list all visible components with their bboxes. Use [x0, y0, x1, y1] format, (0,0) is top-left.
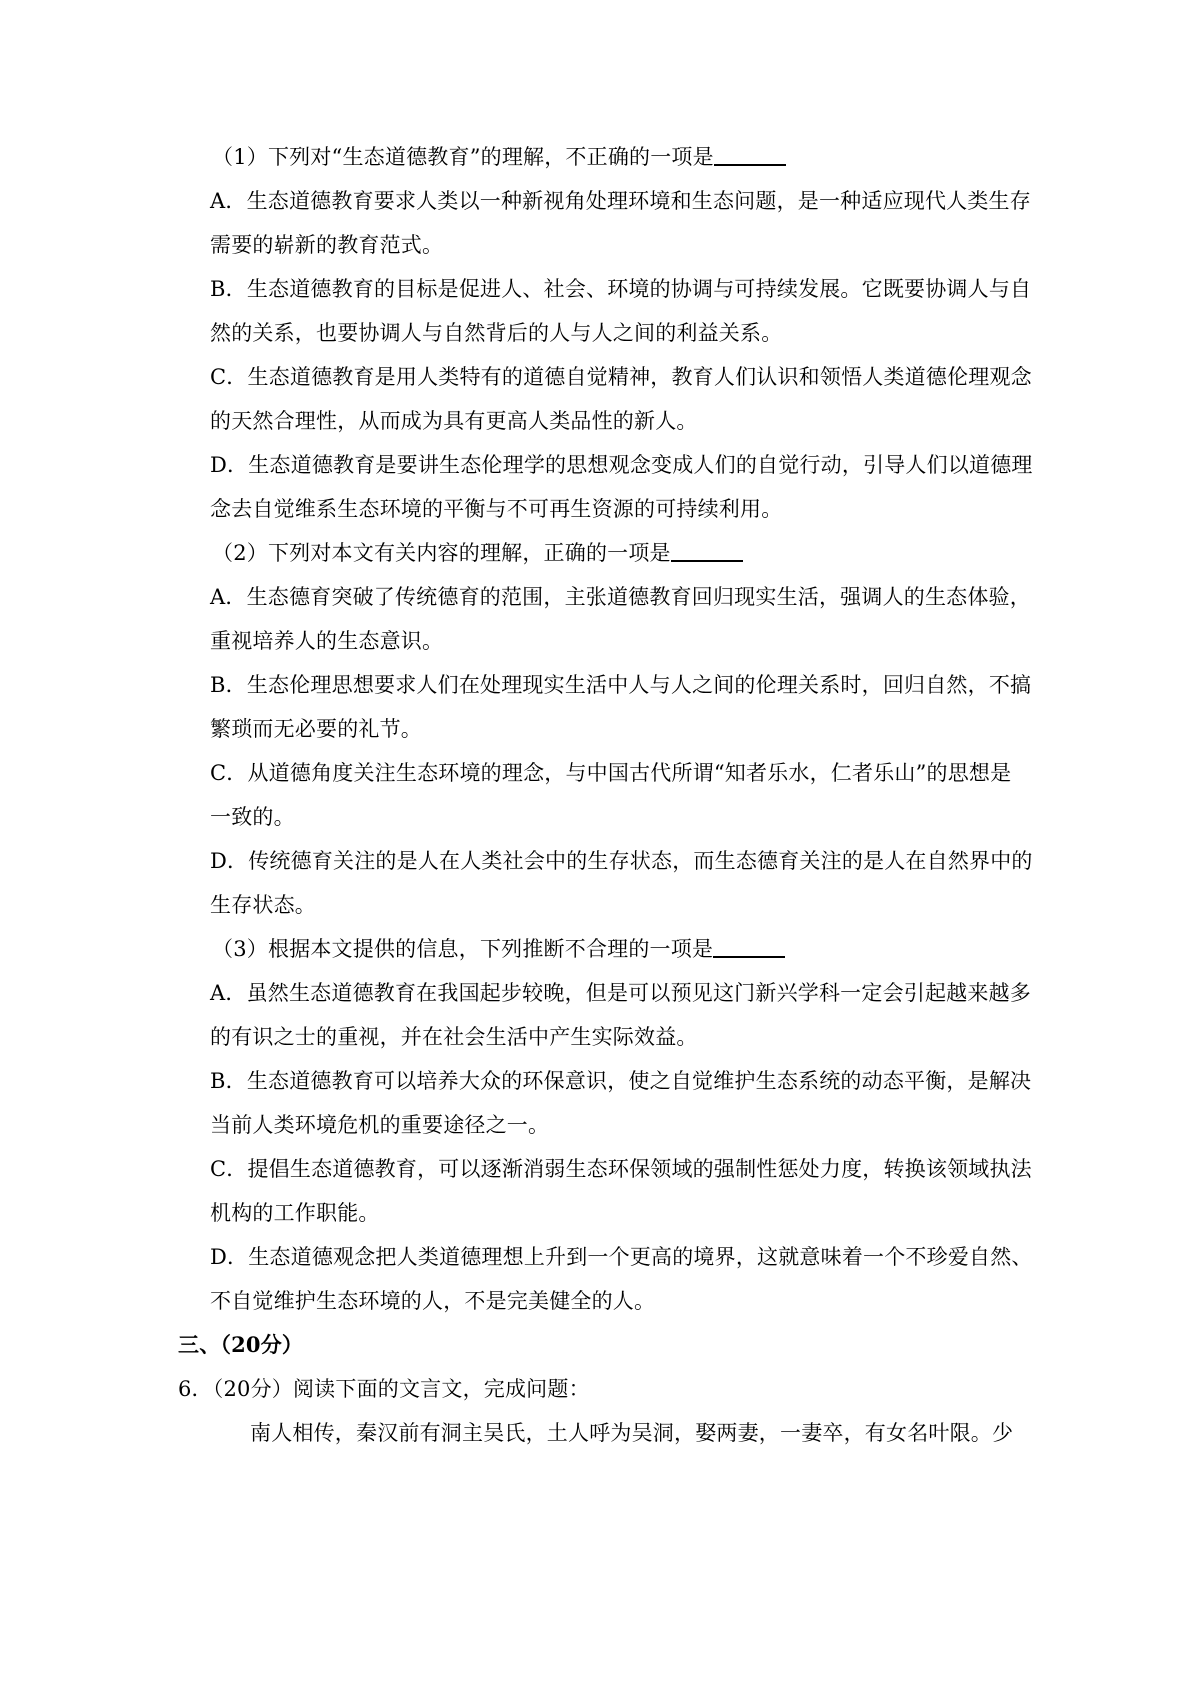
question-2-stem: （2）下列对本文有关内容的理解，正确的一项是 [212, 538, 1032, 568]
answer-blank [713, 936, 785, 958]
q1-option-a-line1: A．生态道德教育要求人类以一种新视角处理环境和生态问题，是一种适应现代人类生存 [210, 189, 1031, 213]
q1-option-b-line1: B．生态道德教育的目标是促进人、社会、环境的协调与可持续发展。它既要协调人与自 [210, 277, 1032, 301]
q2-option-a-line2: 重视培养人的生态意识。 [210, 629, 444, 653]
q3-option-a-line2: 的有识之士的重视，并在社会生活中产生实际效益。 [210, 1025, 698, 1049]
q2-option-b-line1: B．生态伦理思想要求人们在处理现实生活中人与人之间的伦理关系时，回归自然，不搞 [210, 673, 1032, 697]
q2-option-c-line2: 一致的。 [210, 805, 295, 829]
q2-option-d-line1: D．传统德育关注的是人在人类社会中的生存状态，而生态德育关注的是人在自然界中的 [210, 849, 1033, 873]
q2-option-d-line2: 生存状态。 [210, 893, 316, 917]
q3-option-d-line1: D．生态道德观念把人类道德理想上升到一个更高的境界，这就意味着一个不珍爱自然、 [210, 1245, 1033, 1269]
q1-option-d-line2: 念去自觉维系生态环境的平衡与不可再生资源的可持续利用。 [210, 497, 783, 521]
question-6-stem: 6．（20分）阅读下面的文言文，完成问题： [178, 1377, 590, 1401]
q3-option-d-line2: 不自觉维护生态环境的人，不是完美健全的人。 [210, 1289, 656, 1313]
q1-option-c-line2: 的天然合理性，从而成为具有更高人类品性的新人。 [210, 409, 698, 433]
q3-option-b-line1: B．生态道德教育可以培养大众的环保意识，使之自觉维护生态系统的动态平衡，是解决 [210, 1069, 1032, 1093]
section-heading: 三、（20分） [178, 1332, 304, 1357]
question-3-stem: （3）根据本文提供的信息，下列推断不合理的一项是 [212, 934, 1032, 964]
q1-option-d-line1: D．生态道德教育是要讲生态伦理学的思想观念变成人们的自觉行动，引导人们以道德理 [210, 453, 1033, 477]
q3-option-b-line2: 当前人类环境危机的重要途径之一。 [210, 1113, 550, 1137]
q1-option-b-line2: 然的关系，也要协调人与自然背后的人与人之间的利益关系。 [210, 321, 783, 345]
q3-option-c-line2: 机构的工作职能。 [210, 1201, 380, 1225]
classical-passage-line: 南人相传，秦汉前有洞主吴氏，土人呼为吴洞，娶两妻，一妻卒，有女名叶限。少 [250, 1421, 1014, 1445]
answer-blank [714, 144, 786, 166]
answer-blank [671, 540, 743, 562]
q2-option-c-line1: C．从道德角度关注生态环境的理念，与中国古代所谓“知者乐水，仁者乐山”的思想是 [210, 761, 1012, 785]
q3-option-c-line1: C．提倡生态道德教育，可以逐渐消弱生态环保领域的强制性惩处力度，转换该领域执法 [210, 1157, 1032, 1181]
q1-option-c-line1: C．生态道德教育是用人类特有的道德自觉精神，教育人们认识和领悟人类道德伦理观念 [210, 365, 1032, 389]
q2-option-b-line2: 繁琐而无必要的礼节。 [210, 717, 422, 741]
q2-option-a-line1: A．生态德育突破了传统德育的范围，主张道德教育回归现实生活，强调人的生态体验， [210, 585, 1031, 609]
q1-option-a-line2: 需要的崭新的教育范式。 [210, 233, 444, 257]
question-1-stem: （1）下列对“生态道德教育”的理解，不正确的一项是 [212, 142, 1032, 172]
q3-option-a-line1: A．虽然生态道德教育在我国起步较晚，但是可以预见这门新兴学科一定会引起越来越多 [210, 981, 1031, 1005]
